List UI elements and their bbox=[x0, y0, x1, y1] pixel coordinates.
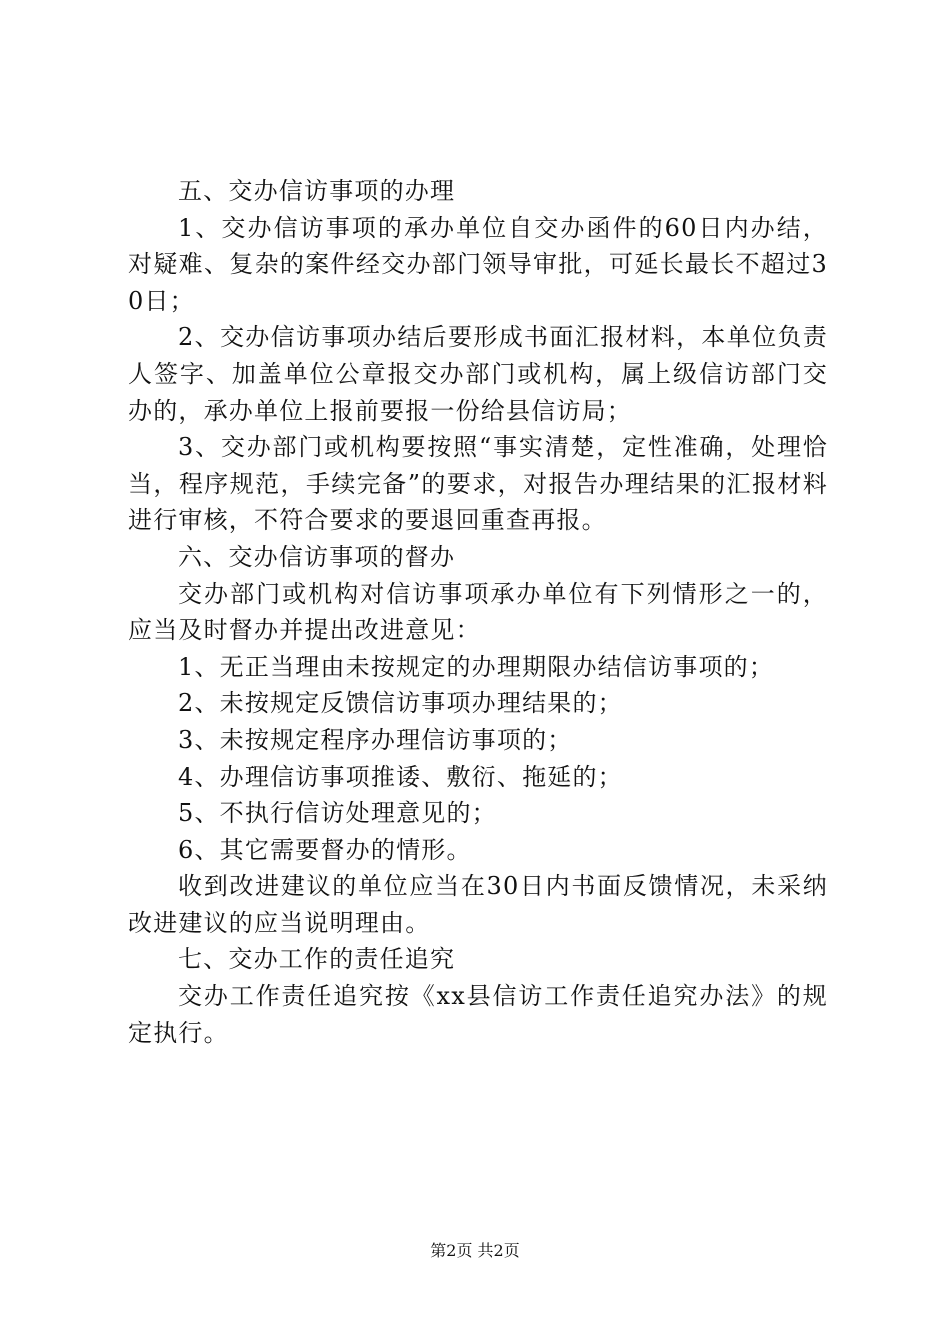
section-heading-7: 七、交办工作的责任追究 bbox=[178, 945, 456, 974]
list-item-6-6: 6、其它需要督办的情形。 bbox=[178, 835, 472, 864]
list-item-6-4: 4、办理信访事项推诿、敷衍、拖延的； bbox=[178, 762, 623, 791]
section-heading-5: 五、交办信访事项的办理 bbox=[178, 177, 456, 205]
paragraph-6-feedback: 收到改进建议的单位应当在30日内书面反馈情况，未采纳改进建议的应当说明理由。 bbox=[128, 872, 828, 937]
document-body bbox=[128, 173, 828, 1051]
paragraph-item-5-3: 3、交办部门或机构要按照“事实清楚，定性准确，处理恰当，程序规范，手续完备”的要求，对报告办理结果的汇报材料进行审核，不符合要求的要退回重查再报。 bbox=[128, 433, 828, 535]
section-heading-6: 六、交办信访事项的督办 bbox=[178, 542, 456, 571]
paragraph-7-body: 交办工作责任追究按《xx县信访工作责任追究办法》的规定执行。 bbox=[128, 982, 828, 1047]
paragraph-6-intro: 交办部门或机构对信访事项承办单位有下列情形之一的，应当及时督办并提出改进意见： bbox=[128, 579, 828, 645]
page-indicator: 第2页 共2页 bbox=[430, 1241, 520, 1260]
paragraph-item-5-2: 2、交办信访事项办结后要形成书面汇报材料，本单位负责人签字、加盖单位公章报交办部门或机构，属上级信访部门交办的，承办单位上报前要报一份给县信访局； bbox=[128, 323, 828, 425]
page-footer bbox=[0, 1241, 950, 1261]
list-item-6-2: 2、未按规定反馈信访事项办理结果的； bbox=[178, 689, 623, 718]
paragraph-item-5-1: 1、交办信访事项的承办单位自交办函件的60日内办结，对疑难、复杂的案件经交办部门领导审批，可延长最长不超过30日； bbox=[128, 213, 828, 315]
list-item-6-1: 1、无正当理由未按规定的办理期限办结信访事项的； bbox=[178, 652, 775, 681]
list-item-6-5: 5、不执行信访处理意见的； bbox=[178, 799, 497, 828]
list-item-6-3: 3、未按规定程序办理信访事项的； bbox=[178, 725, 573, 754]
